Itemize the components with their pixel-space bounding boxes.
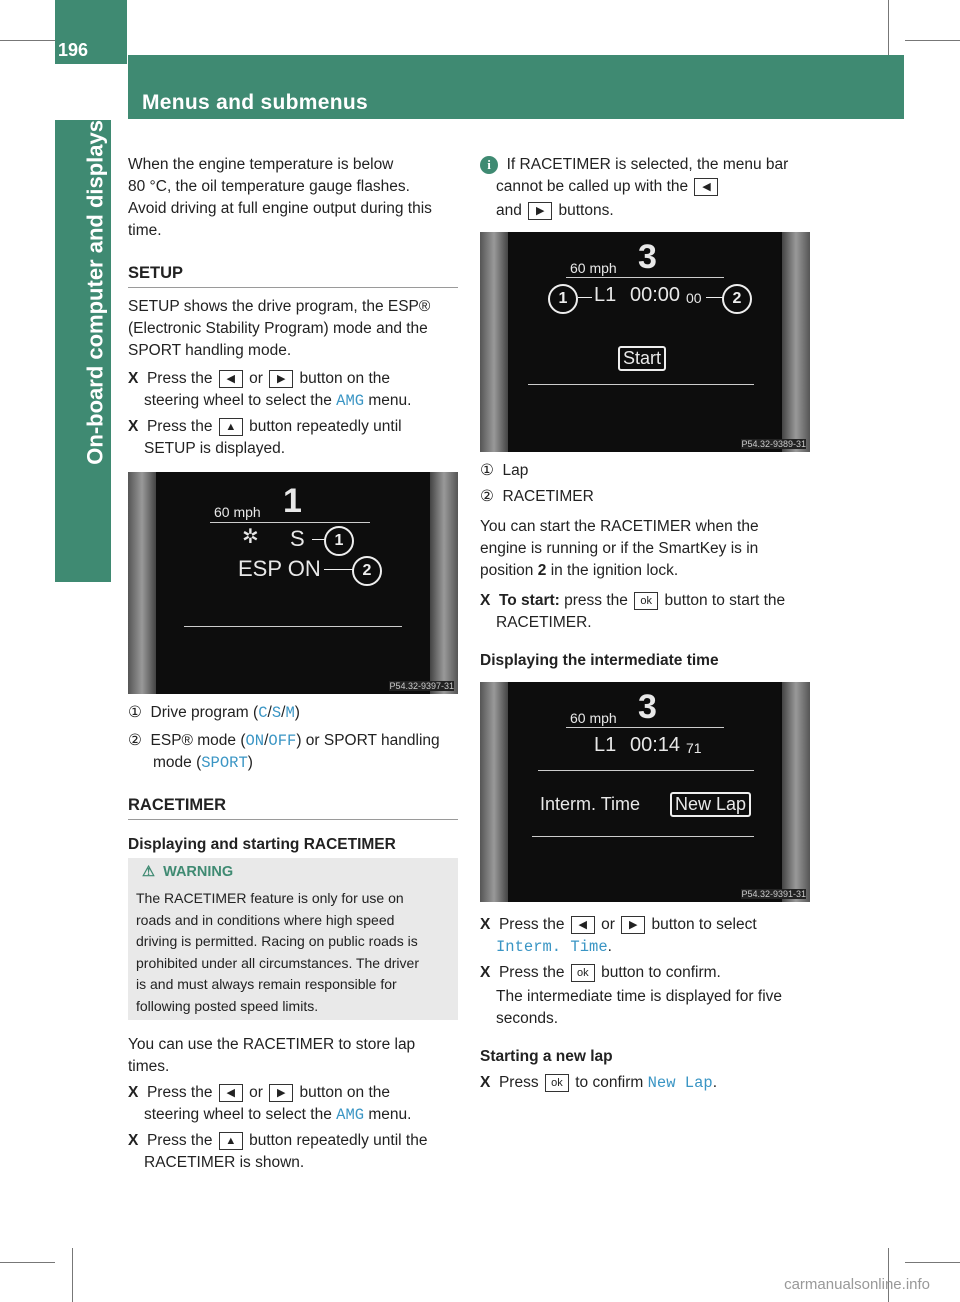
page-title: Menus and submenus [142, 91, 368, 114]
racetimer-step-1: X Press the ◀ or ▶ button on the [128, 1084, 390, 1101]
racetimer-heading: RACETIMER [128, 796, 227, 814]
info-note: i If RACETIMER is selected, the menu bar [480, 154, 788, 176]
callout-1: 1 [548, 284, 578, 314]
interm-step-1: X Press the ◀ or ▶ button to select [480, 916, 757, 933]
gear-icon: ✲ [242, 526, 259, 548]
legend-esp-mode: ② ESP® mode (ON/OFF) or SPORT handling [128, 732, 440, 750]
warning-text: The RACETIMER feature is only for use on roads and in conditions where high speed driving is permitted. Racing on public roads is prohibited under all circumstances. The driver is and must always remain responsible for following posted speed limits. [136, 890, 419, 1014]
intermediate-time-photo: 60 mph 3 L1 00:14 71 Interm. Time New Lap P54.32-9391-31 [480, 682, 810, 902]
warning-box: ⚠ WARNING The RACETIMER feature is only for use on roads and in conditions where high speed driving is permitted. Racing on public roads is prohibited under all circumstances. The driver is and must always remain responsible for following posted speed limits. [128, 858, 458, 1020]
setup-step-2: X Press the ▲ button repeatedly until [128, 418, 402, 435]
side-tab-label: On-board computer and displays [83, 120, 108, 465]
crop-mark [0, 40, 55, 41]
new-lap-step: X Press ok to confirm New Lap. [480, 1074, 718, 1092]
to-start-cont: RACETIMER. [496, 614, 592, 631]
ok-key-icon: ok [571, 964, 595, 982]
up-key-icon: ▲ [219, 1132, 243, 1150]
to-start-step: X To start: press the ok button to start the [480, 592, 786, 609]
racetimer-usage: You can use the RACETIMER to store lap times. [128, 1036, 416, 1075]
up-key-icon: ▲ [219, 418, 243, 436]
ok-key-icon: ok [634, 592, 658, 610]
legend-racetimer: ② RACETIMER [480, 488, 594, 505]
page-number: 196 [58, 40, 89, 60]
interm-step-2-cont: The intermediate time is displayed for five seconds. [496, 988, 783, 1027]
start-button: Start [618, 346, 666, 371]
new-lap-heading: Starting a new lap [480, 1048, 613, 1065]
warning-icon: ⚠ [142, 864, 155, 880]
interm-step-2: X Press the ok button to confirm. [480, 964, 721, 981]
crop-mark [0, 1262, 55, 1263]
callout-1: 1 [324, 526, 354, 556]
legend-lap: ① Lap [480, 462, 529, 479]
legend-drive-program: ① Drive program (C/S/M) [128, 704, 300, 722]
callout-2: 2 [722, 284, 752, 314]
crop-mark [888, 1248, 889, 1302]
ok-key-icon: ok [545, 1074, 569, 1092]
crop-mark [905, 40, 960, 41]
left-key-icon: ◀ [571, 916, 595, 934]
racetimer-start-photo: 60 mph 3 1 L1 00:00 00 2 Start P54.32-9389-31 [480, 232, 810, 452]
setup-step-2-cont: SETUP is displayed. [144, 440, 285, 457]
new-lap-button: New Lap [670, 792, 751, 817]
header-bar [128, 55, 904, 119]
info-note-cont-2: and ▶ buttons. [496, 202, 614, 219]
setup-display-photo: 60 mph 1 ✲ S 1 ESP ON 2 P54.32-9397-31 [128, 472, 458, 694]
divider [128, 819, 458, 820]
info-icon: i [480, 156, 498, 174]
info-note-cont: cannot be called up with the ◀ [496, 176, 720, 198]
right-key-icon: ▶ [269, 1084, 293, 1102]
left-key-icon: ◀ [219, 370, 243, 388]
right-key-icon: ▶ [269, 370, 293, 388]
racetimer-step-1-cont: steering wheel to select the AMG menu. [144, 1106, 412, 1124]
left-key-icon: ◀ [694, 178, 718, 196]
right-key-icon: ▶ [528, 202, 552, 220]
divider [128, 287, 458, 288]
header-page-box [55, 0, 127, 64]
setup-step-1: X Press the ◀ or ▶ button on the [128, 370, 390, 387]
watermark: carmanualsonline.info [784, 1276, 930, 1293]
racetimer-step-2: X Press the ▲ button repeatedly until the [128, 1132, 428, 1149]
crop-mark [72, 1248, 73, 1302]
intro-text: When the engine temperature is below 80 °C, the oil temperature gauge flashes. Avoid driving at full engine output during this time. [128, 156, 432, 239]
crop-mark [905, 1262, 960, 1263]
left-key-icon: ◀ [219, 1084, 243, 1102]
setup-step-1-cont: steering wheel to select the AMG menu. [144, 392, 412, 410]
racetimer-step-2-cont: RACETIMER is shown. [144, 1154, 305, 1171]
interm-step-1-cont: Interm. Time. [496, 938, 612, 956]
legend-esp-mode-cont: mode (SPORT) [153, 754, 253, 772]
right-key-icon: ▶ [621, 916, 645, 934]
setup-description: SETUP shows the drive program, the ESP® (Electronic Stability Program) mode and the SPORT handling mode. [128, 298, 431, 359]
racetimer-subheading: Displaying and starting RACETIMER [128, 836, 396, 853]
callout-2: 2 [352, 556, 382, 586]
intermediate-heading: Displaying the intermediate time [480, 652, 719, 669]
setup-heading: SETUP [128, 264, 184, 282]
start-conditions: You can start the RACETIMER when the engine is running or if the SmartKey is in position 2 in the ignition lock. [480, 518, 759, 579]
crop-mark [888, 0, 889, 55]
